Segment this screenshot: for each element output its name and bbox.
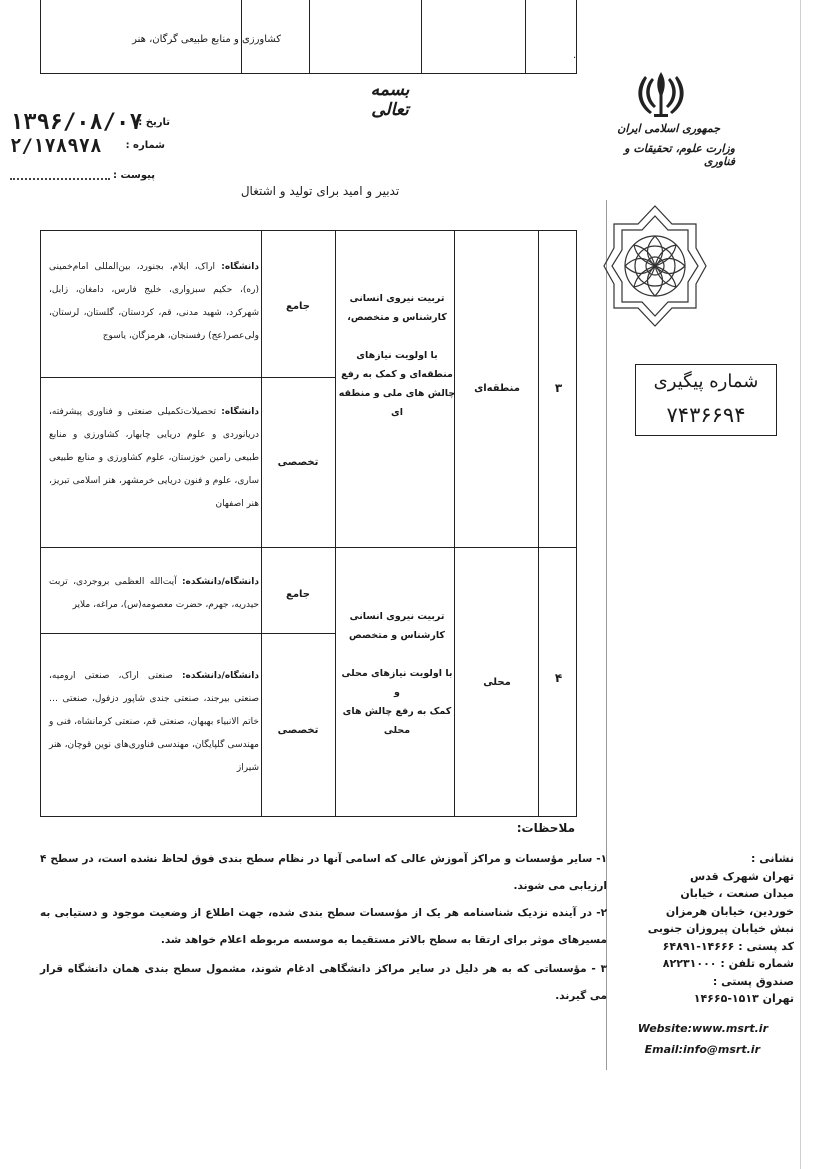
- row-goal: تربیت نیروی انسانی کارشناس و متخصص، با اولویت نیازهای منطقه‌ای و کمک به رفع چالش های ملی و منطقه ای: [338, 293, 456, 418]
- university-levels-table: [40, 230, 577, 817]
- tracking-stamp: [635, 364, 777, 436]
- row-level: محلی: [483, 677, 511, 688]
- date-label: تاریخ :: [138, 117, 170, 128]
- top-table-marker: .: [573, 50, 577, 61]
- top-partial-table: [40, 0, 577, 74]
- row-number: ۴: [554, 671, 563, 685]
- row-universities: دانشگاه: اراک، ایلام، بجنورد، بین‌المللی امام‌خمینی (ره)، حکیم سبزواری، خلیج فارس، دامغان، زابل، شهرکرد، شهید مدنی، قم، کردستان، گلستان، لرستان، ولی‌عصر(عج) رفسنجان، هرمزگان، یاسوج: [49, 262, 259, 341]
- number-label: شماره :: [125, 140, 165, 151]
- ministry-name: وزارت علوم، تحقیقات و فناوری: [624, 142, 735, 168]
- government-name: جمهوری اسلامی ایران: [617, 122, 720, 135]
- islamic-ornament-icon: [600, 202, 710, 330]
- row-universities: دانشگاه/دانشکده: آیت‌الله العظمی بروجردی، تربت حیدریه، جهرم، حضرت معصومه(س)، مراغه، ملایر: [49, 577, 259, 610]
- tracking-label: شماره پیگیری: [653, 371, 759, 392]
- website-link[interactable]: Website:www.msrt.ir: [637, 1022, 768, 1035]
- row-universities: دانشگاه/دانشکده: صنعتی اراک، صنعتی ارومیه، صنعتی بیرجند، صنعتی جندی شاپور دزفول، صنعتی … خاتم الانبیاء بهبهان، صنعتی قم، صنعتی کرمانشاه، فنی و مهندسی گلپایگان، مهندسی فناوری‌های نوین قوچان، هنر شیراز: [49, 671, 259, 773]
- note-item: ۲- در آینده نزدیک شناسنامه هر یک از مؤسسات سطح بندی شده، جهت اطلاع از وضعیت موجود و دستیابی به مسیرهای موثر برای ارتقا به سطح بالاتر مستقیما به موسسه مربوطه اعلام خواهد شد.: [40, 907, 607, 946]
- table-divider: [41, 377, 335, 378]
- address-block: نشانی : تهران شهرک قدس میدان صنعت ، خیابان خوردین، خیابان هرمزان نبش خیابان پیروزان جنوبی کد پستی : ۱۴۶۶۶-۶۴۸۹۱ شماره تلفن : ۸۲۲۳۱۰۰۰ صندوق پستی : تهران ۱۵۱۳-۱۴۶۶۵: [647, 852, 794, 1005]
- note-item: ۳ - مؤسساتی که به هر دلیل در سایر مراکز دانشگاهی ادغام شوند، مشمول سطح بندی همان دانشگاه قرار می گیرند.: [40, 963, 607, 1002]
- row-goal: تربیت نیروی انسانی کارشناس و متخصص با اولویت نیازهای محلی و کمک به رفع چالش های محلی: [341, 611, 453, 736]
- email-link[interactable]: Email:info@msrt.ir: [644, 1043, 760, 1056]
- row-type: تخصصی: [277, 725, 319, 736]
- date-value: ۱۳۹۶/۰۸/۰۷: [10, 110, 143, 135]
- attachment-label: پیوست :: [112, 170, 155, 181]
- number-value: ۲/۱۷۸۹۷۸: [10, 135, 102, 157]
- table-divider: [309, 0, 310, 73]
- top-table-cell: کشاورزی و منابع طبیعی گرگان، هنر: [132, 34, 281, 45]
- row-level: منطقه‌ای: [474, 383, 520, 394]
- table-divider: [538, 231, 539, 816]
- row-universities: دانشگاه: تحصیلات‌تکمیلی صنعتی و فناوری پیشرفته، دریانوردی و علوم دریایی چابهار، کشاورزی و منابع طبیعی رامین خوزستان، علوم کشاورزی و منابع طبیعی ساری، علوم و فنون دریایی خرمشهر، هنر اسلامی تبریز، هنر اصفهان: [49, 407, 259, 509]
- note-item: ۱- سایر مؤسسات و مراکز آموزش عالی که اسامی آنها در نظام سطح بندی فوق لحاظ نشده است، در سطح ۴ ارزیابی می شوند.: [40, 853, 607, 892]
- tracking-number: ۷۴۳۶۶۹۴: [666, 403, 746, 427]
- notes-title: ملاحظات:: [516, 821, 575, 835]
- row-type: جامع: [286, 589, 310, 600]
- table-divider: [41, 633, 335, 634]
- table-divider: [41, 547, 576, 548]
- iran-emblem-icon: [632, 68, 690, 120]
- row-type: تخصصی: [277, 457, 319, 468]
- table-divider: [525, 0, 526, 73]
- page-edge: [800, 0, 801, 1169]
- slogan: تدبیر و امید برای تولید و اشتغال: [240, 184, 400, 198]
- row-type: جامع: [286, 301, 310, 312]
- table-divider: [421, 0, 422, 73]
- basmala: بسمه تعالی: [370, 80, 410, 120]
- attachment-dotted-line: [10, 178, 110, 180]
- row-number: ۳: [554, 381, 563, 395]
- table-divider: [261, 231, 262, 816]
- table-divider: [335, 231, 336, 816]
